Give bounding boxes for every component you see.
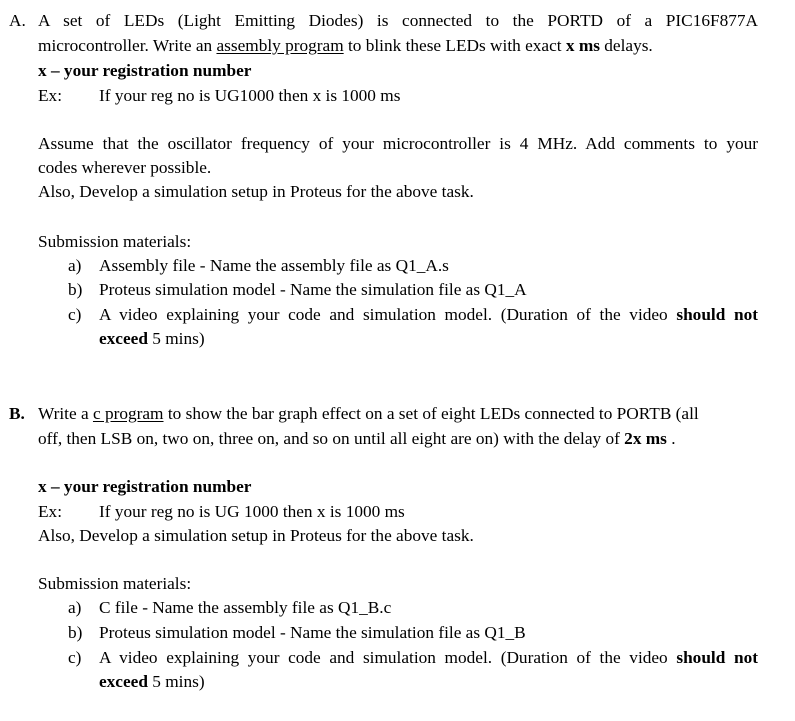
part-a-item-b-text: Proteus simulation model - Name the simulation file as Q1_A	[99, 280, 527, 299]
part-a-para-line-2: codes wherever possible.	[38, 158, 212, 177]
should-not-bold: should not	[676, 305, 758, 324]
part-b-line-1-text-b: to show the bar graph effect on a set of eight LEDs connected to PORTB (all	[163, 404, 699, 423]
part-a-item-c-line-1	[99, 306, 758, 323]
part-b-item-b-text: Proteus simulation model - Name the simulation file as Q1_B	[99, 623, 526, 642]
part-b-line-1-text: Write a	[38, 404, 93, 423]
part-b-ex-text: If your reg no is UG 1000 then x is 1000 ms	[99, 502, 405, 521]
part-a-line-1: A set of LEDs (Light Emitting Diodes) is connected to the PORTD of a PIC16F877A	[38, 11, 758, 30]
part-b-item-c-line-1	[99, 649, 758, 666]
part-b-submission-heading: Submission materials:	[38, 574, 192, 593]
part-b-marker: B.	[9, 404, 25, 423]
c-program-link: c program	[92, 404, 164, 423]
part-a-para-line-3: Also, Develop a simulation setup in Proteus for the above task.	[38, 182, 474, 201]
part-a-item-c-marker: c)	[68, 305, 82, 324]
2x-ms-bold: 2x ms	[624, 429, 667, 448]
part-a-line-2	[38, 37, 653, 54]
part-b-item-c-text: A video explaining your code and simulation model. (Duration of the video	[99, 648, 668, 667]
part-a-ex-text: If your reg no is UG1000 then x is 1000 ms	[99, 86, 401, 105]
part-b-item-a-text: C file - Name the assembly file as Q1_B.c	[99, 598, 392, 617]
part-b-line-1	[38, 405, 699, 422]
part-b-line-2	[38, 430, 676, 447]
part-a-line-2-text-c: delays.	[599, 36, 653, 55]
exceed-bold: exceed	[99, 672, 148, 691]
part-b-item-c-tail: 5 mins)	[147, 672, 205, 691]
part-b-item-c-line-2	[99, 673, 205, 690]
part-b-ex-label: Ex:	[38, 502, 62, 521]
part-b-definition: x – your registration number	[38, 477, 252, 496]
part-a-line-2-text-b: to blink these LEDs with exact	[343, 36, 566, 55]
part-a-para-line-1: Assume that the oscillator frequency of your microcontroller is 4 MHz. Add comments to your	[38, 134, 758, 153]
part-b-item-b-marker: b)	[68, 623, 83, 642]
part-b-line-2-text-c: .	[666, 429, 676, 448]
part-a-item-c-line-2	[99, 330, 205, 347]
part-a-marker: A.	[9, 11, 26, 30]
part-a-item-b-marker: b)	[68, 280, 83, 299]
part-a-item-a-marker: a)	[68, 256, 82, 275]
part-a-ex-label: Ex:	[38, 86, 62, 105]
part-a-line-2-text: microcontroller. Write an	[38, 36, 217, 55]
part-a-item-c-tail: 5 mins)	[147, 329, 205, 348]
part-a-item-c-text: A video explaining your code and simulation model. (Duration of the video	[99, 305, 668, 324]
part-a-definition: x – your registration number	[38, 61, 252, 80]
part-a-submission-heading: Submission materials:	[38, 232, 192, 251]
part-b-item-a-marker: a)	[68, 598, 82, 617]
part-a-item-a-text: Assembly file - Name the assembly file as Q1_A.s	[99, 256, 449, 275]
should-not-bold: should not	[676, 648, 758, 667]
part-b-also: Also, Develop a simulation setup in Proteus for the above task.	[38, 526, 474, 545]
part-b-line-2-text: off, then LSB on, two on, three on, and so on until all eight are on) with the delay of	[38, 429, 625, 448]
assembly-program-link: assembly program	[216, 36, 344, 55]
part-b-item-c-marker: c)	[68, 648, 82, 667]
x-ms-bold: x ms	[565, 36, 600, 55]
exceed-bold: exceed	[99, 329, 148, 348]
